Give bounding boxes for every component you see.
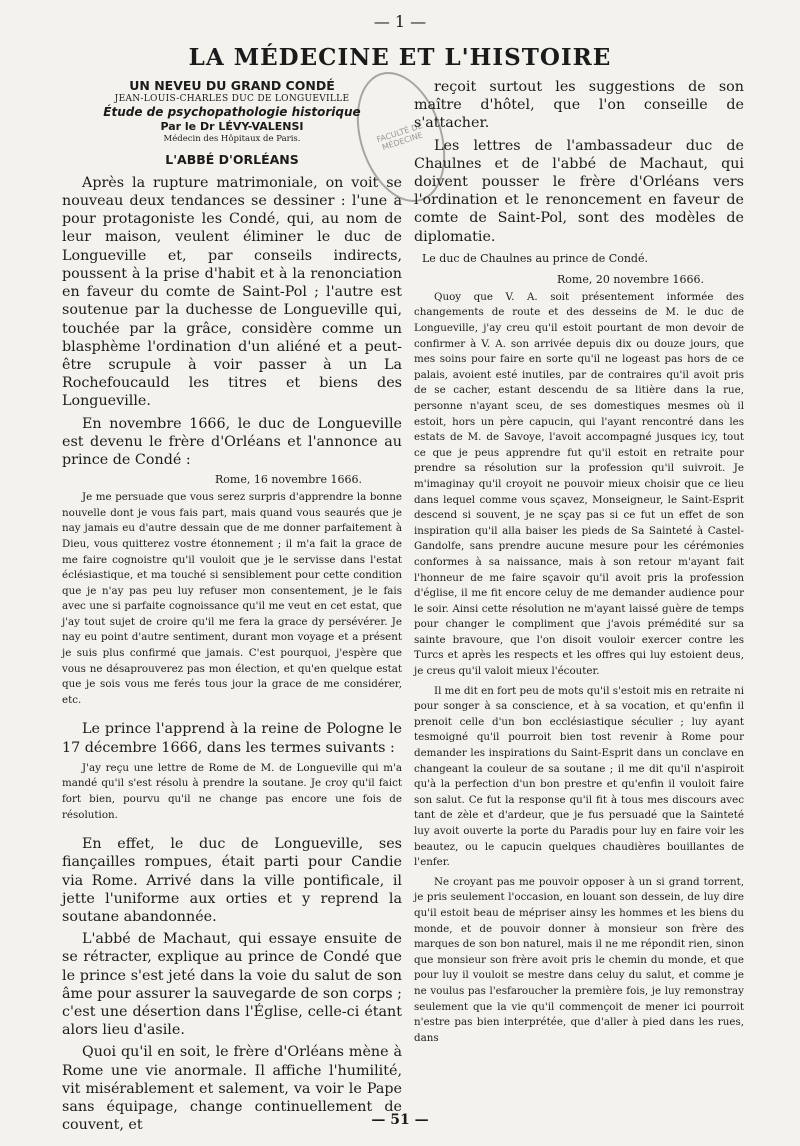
- letter-caption: Le duc de Chaulnes au prince de Condé.: [422, 251, 648, 265]
- article-author: Par le Dr LÉVY-VALENSI: [160, 119, 304, 133]
- paragraph: Quoi qu'il en soit, le frère d'Orléans mène à Rome une vie anormale. Il affiche l'humilité, vit misérablement et salement, va voir le Pape sans équipage, change continuellement de couvent, et: [62, 1044, 402, 1134]
- paragraph: En novembre 1666, le duc de Longueville est devenu le frère d'Orléans et l'annonce au prince de Condé :: [62, 415, 402, 468]
- paragraph: Les lettres de l'ambassadeur duc de Chaulnes et de l'abbé de Machaut, qui doivent pousser le frère d'Orléans vers l'ordination et le renoncement en faveur de comte de Saint-Pol, sont des modèles de diplomatie.: [414, 137, 744, 245]
- paragraph: Le prince l'apprend à la reine de Pologne le 17 décembre 1666, dans les termes suivants :: [62, 721, 402, 756]
- letter-quote: Quoy que V. A. soit présentement informée des changements de route et des desseins de M. le duc de Longueville, j'ay creu qu'il estoit pourtant de mon devoir de confirmer à V. A. son arrivée depuis dix ou douze jours, que mes soins pour faire en sorte qu'il ne logeast pas hors de ce palais, avoient esté inutiles, par de contraires qu'il avoit pris de se cacher, estant descendu de sa litière dans la rue, personne n'ayant sceu, de ses domestiques mesmes où il estoit, hors un père capucin, qui l'ayant rencontré dans les estats de M. de Savoye, l'avoit accompagné jusques icy, tout ce que je peus apprendre fut qu'il estoit en retraite pour prendre sa résolution sur la profession qu'il suivroit. Je m'imaginay qu'il croyoit ne pouvoir mieux choisir que ce lieu dans lequel comme vous sçavez, Monseigneur, le Saint-Esprit descend si souvent, je ne sçay pas si ce fut un effet de son inspiration qu'il alla baiser les pieds de Sa Sainteté à Castel-Gandolfe, sans prendre aucune mesure pour les cérémonies conformes à sa naissance, mais à son retour m'ayant fait l'honneur de me faire sçavoir qu'il avoit pris la profession d'église, il me fit encore celuy de me demander audience pour le soir. Ainsi cette résolution ne m'ayant laissé guère de temps pour changer le compliment que j'avois prémédité sur sa sainte bravoure, que l'on disoit vouloir exercer contre les Turcs et après les respects et les offres qui luy estoient deus, je creus qu'il valoit mieux l'écouter.: [414, 290, 744, 678]
- letter-dateline: Rome, 20 novembre 1666.: [557, 272, 704, 286]
- paragraph: Après la rupture matrimoniale, on voit se nouveau deux tendances se dessiner : l'une a pour protagoniste les Condé, qui, au nom de leur maison, veulent éliminer le duc de Longueville et, par conseils indirects, poussent à la prise d'habit et à la renonciation en faveur du comte de Saint-Pol ; l'autre est soutenue par la duchesse de Longueville qui, touchée par la grâce, considère comme un blasphème l'ordination d'un aliéné et a peut-être scrupule à voir passer à un La Rochefoucauld les titres et biens des Longueville.: [62, 174, 402, 410]
- page-number-bottom: — 51 —: [371, 1112, 429, 1128]
- letter-quote: Ne croyant pas me pouvoir opposer à un si grand torrent, je pris seulement l'occasion, en louant son dessein, de luy dire qu'il estoit beau de mépriser ainsy les hommes et les biens du monde, et de pouvoir donner à monsieur son frère des marques de son bon naturel, mais il ne me répondit rien, sinon que monsieur son frère avoit pris le chemin du monde, et que pour luy il vouloit se mestre dans celuy du salut, et comme je ne voulus pas l'esfaroucher la première fois, je luy remonstray seulement que la vie qu'il commençoit de mener ici pourroit n'estre pas bien interprétée, que d'aller à pied dans les rues, dans: [414, 875, 744, 1044]
- letter-quote: Il me dit en fort peu de mots qu'il s'estoit mis en retraite ni pour songer à sa conscience, et à sa vocation, et qu'enfin il prenoit celle d'un bon ecclésiastique séculier ; luy ayant tesmoigné qu'il pourroit bien tost revenir à Rome pour demander les inspirations du Saint-Esprit dans un conclave en changeant la couleur de sa soutane ; il me dit qu'il n'aspiroit qu'à la perfection d'un bon prestre et qu'enfin il vouloit faire son salut. Ce fut la response qu'il fit à tous mes discours avec tant de zèle et d'ardeur, que je fus persuadé que la Sainteté luy avoit ouverte la porte du Paradis pour luy en faire voir les beautez, ou le capucin quelques chaudières bouillantes de l'enfer.: [414, 684, 744, 869]
- right-column: [414, 78, 744, 1050]
- letter-quote: Je me persuade que vous serez surpris d'apprendre la bonne nouvelle dont je vous fais part, mais quand vous seaurés que je nay jamais eu d'autre dessain que de me donner parfaitement à Dieu, vous quitterez vostre étonnement ; il m'a fait la grace de me faire cognoistre qu'il vouloit que je le servisse dans l'estat éclésiastique, et ma touché si sensiblement pour cette condition que je n'ay pas peu luy refuser mon consentement, je le fais avec une si parfaite cognoissance qu'il me veut en cet estat, que j'ay tout sujet de croire qu'il me fera la grace dy persévérer. Je nay eu point d'autre sentiment, durant mon voyage et a présent je suis plus confirmé que jamais. C'est pourquoi, j'espère que vous ne désaprouverez pas mon élection, et qu'en quelque estat que je sois vous me ferés tous jour la grace de me considérer, etc.: [62, 491, 402, 706]
- article-subject: JEAN-LOUIS-CHARLES DUC DE LONGUEVILLE: [114, 93, 350, 104]
- article-study: Étude de psychopathologie historique: [103, 104, 361, 119]
- article-affiliation: Médecin des Hôpitaux de Paris.: [163, 133, 301, 144]
- letter-dateline: Rome, 16 novembre 1666.: [215, 473, 362, 487]
- section-heading: L'ABBÉ D'ORLÉANS: [165, 152, 299, 168]
- page-number-top: — 1 —: [373, 12, 427, 31]
- letter-quote: J'ay reçu une lettre de Rome de M. de Longueville qui m'a mandé qu'il s'est résolu à prendre la soutane. Je croy qu'il faict fort bien, pourvu qu'il ne change pas encore une fois de résolution.: [62, 761, 402, 821]
- stamp-label: FACULTÉ DE MÉDECINE: [375, 121, 424, 153]
- paragraph: En effet, le duc de Longueville, ses fiançailles rompues, était parti pour Candie via Rome. Arrivé dans la ville pontificale, il jette l'uniforme aux orties et y reprend la soutane abandonnée.: [62, 836, 402, 926]
- paragraph: reçoit surtout les suggestions de son maître d'hôtel, que l'on conseille de s'attacher.: [414, 79, 744, 132]
- article-subtitle: UN NEVEU DU GRAND CONDÉ: [129, 78, 335, 93]
- paragraph: L'abbé de Machaut, qui essaye ensuite de se rétracter, explique au prince de Condé que le prince s'est jeté dans la voie du salut de son âme pour assurer la sauvegarde de son corps ; c'est une désertion dans l'Église, celle-ci étant alors lieu d'asile.: [62, 931, 402, 1039]
- left-column: [62, 78, 402, 1138]
- main-title: LA MÉDECINE ET L'HISTOIRE: [188, 44, 612, 71]
